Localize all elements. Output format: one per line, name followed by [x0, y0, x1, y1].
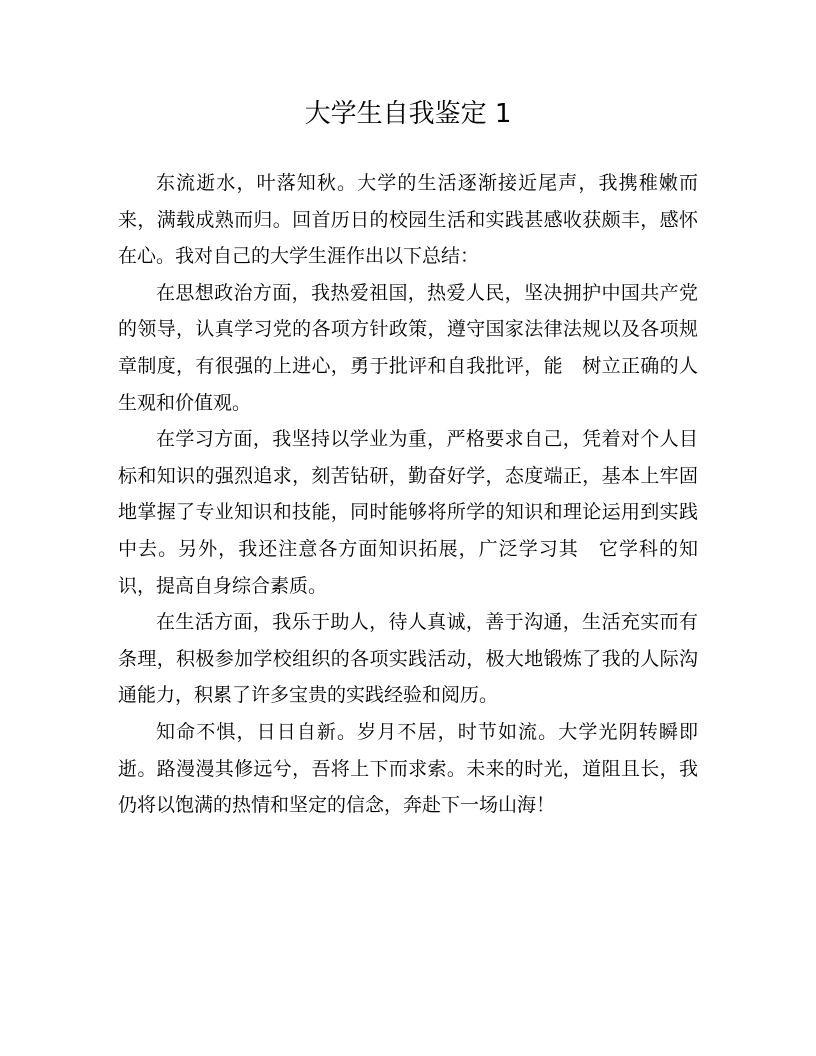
paragraph-conclusion: 知命不惧，日日自新。岁月不居，时节如流。大学光阴转瞬即逝。路漫漫其修远兮，吾将上下而求索。未来的时光，道阻且长，我仍将以饱满的热情和坚定的信念，奔赴下一场山海！ [118, 720, 698, 817]
paragraph-intro: 东流逝水，叶落知秋。大学的生活逐渐接近尾声，我携稚嫩而来，满载成熟而归。回首历日的校园生活和实践甚感收获颇丰，感怀在心。我对自己的大学生涯作出以下总结： [118, 172, 698, 268]
paragraph-life: 在生活方面，我乐于助人，待人真诚，善于沟通，生活充实而有条理，积极参加学校组织的各项实践活动，极大地锻炼了我的人际沟通能力，积累了许多宝贵的实践经验和阅历。 [118, 611, 698, 707]
document-body [118, 165, 698, 824]
document-title: 大学生自我鉴定 1 [304, 99, 512, 129]
paragraph-study: 在学习方面，我坚持以学业为重，严格要求自己，凭着对个人目标和知识的强烈追求，刻苦钻研，勤奋好学，态度端正，基本上牢固地掌握了专业知识和技能，同时能够将所学的知识和理论运用到实践中去。另外，我还注意各方面知识拓展，广泛学习其 它学科的知识，提高自身综合素质。 [118, 428, 698, 597]
paragraph-politics: 在思想政治方面，我热爱祖国，热爱人民，坚决拥护中国共产党的领导，认真学习党的各项方针政策，遵守国家法律法规以及各项规章制度，有很强的上进心，勇于批评和自我批评，能 树立正确的人生观和价值观。 [118, 281, 698, 414]
